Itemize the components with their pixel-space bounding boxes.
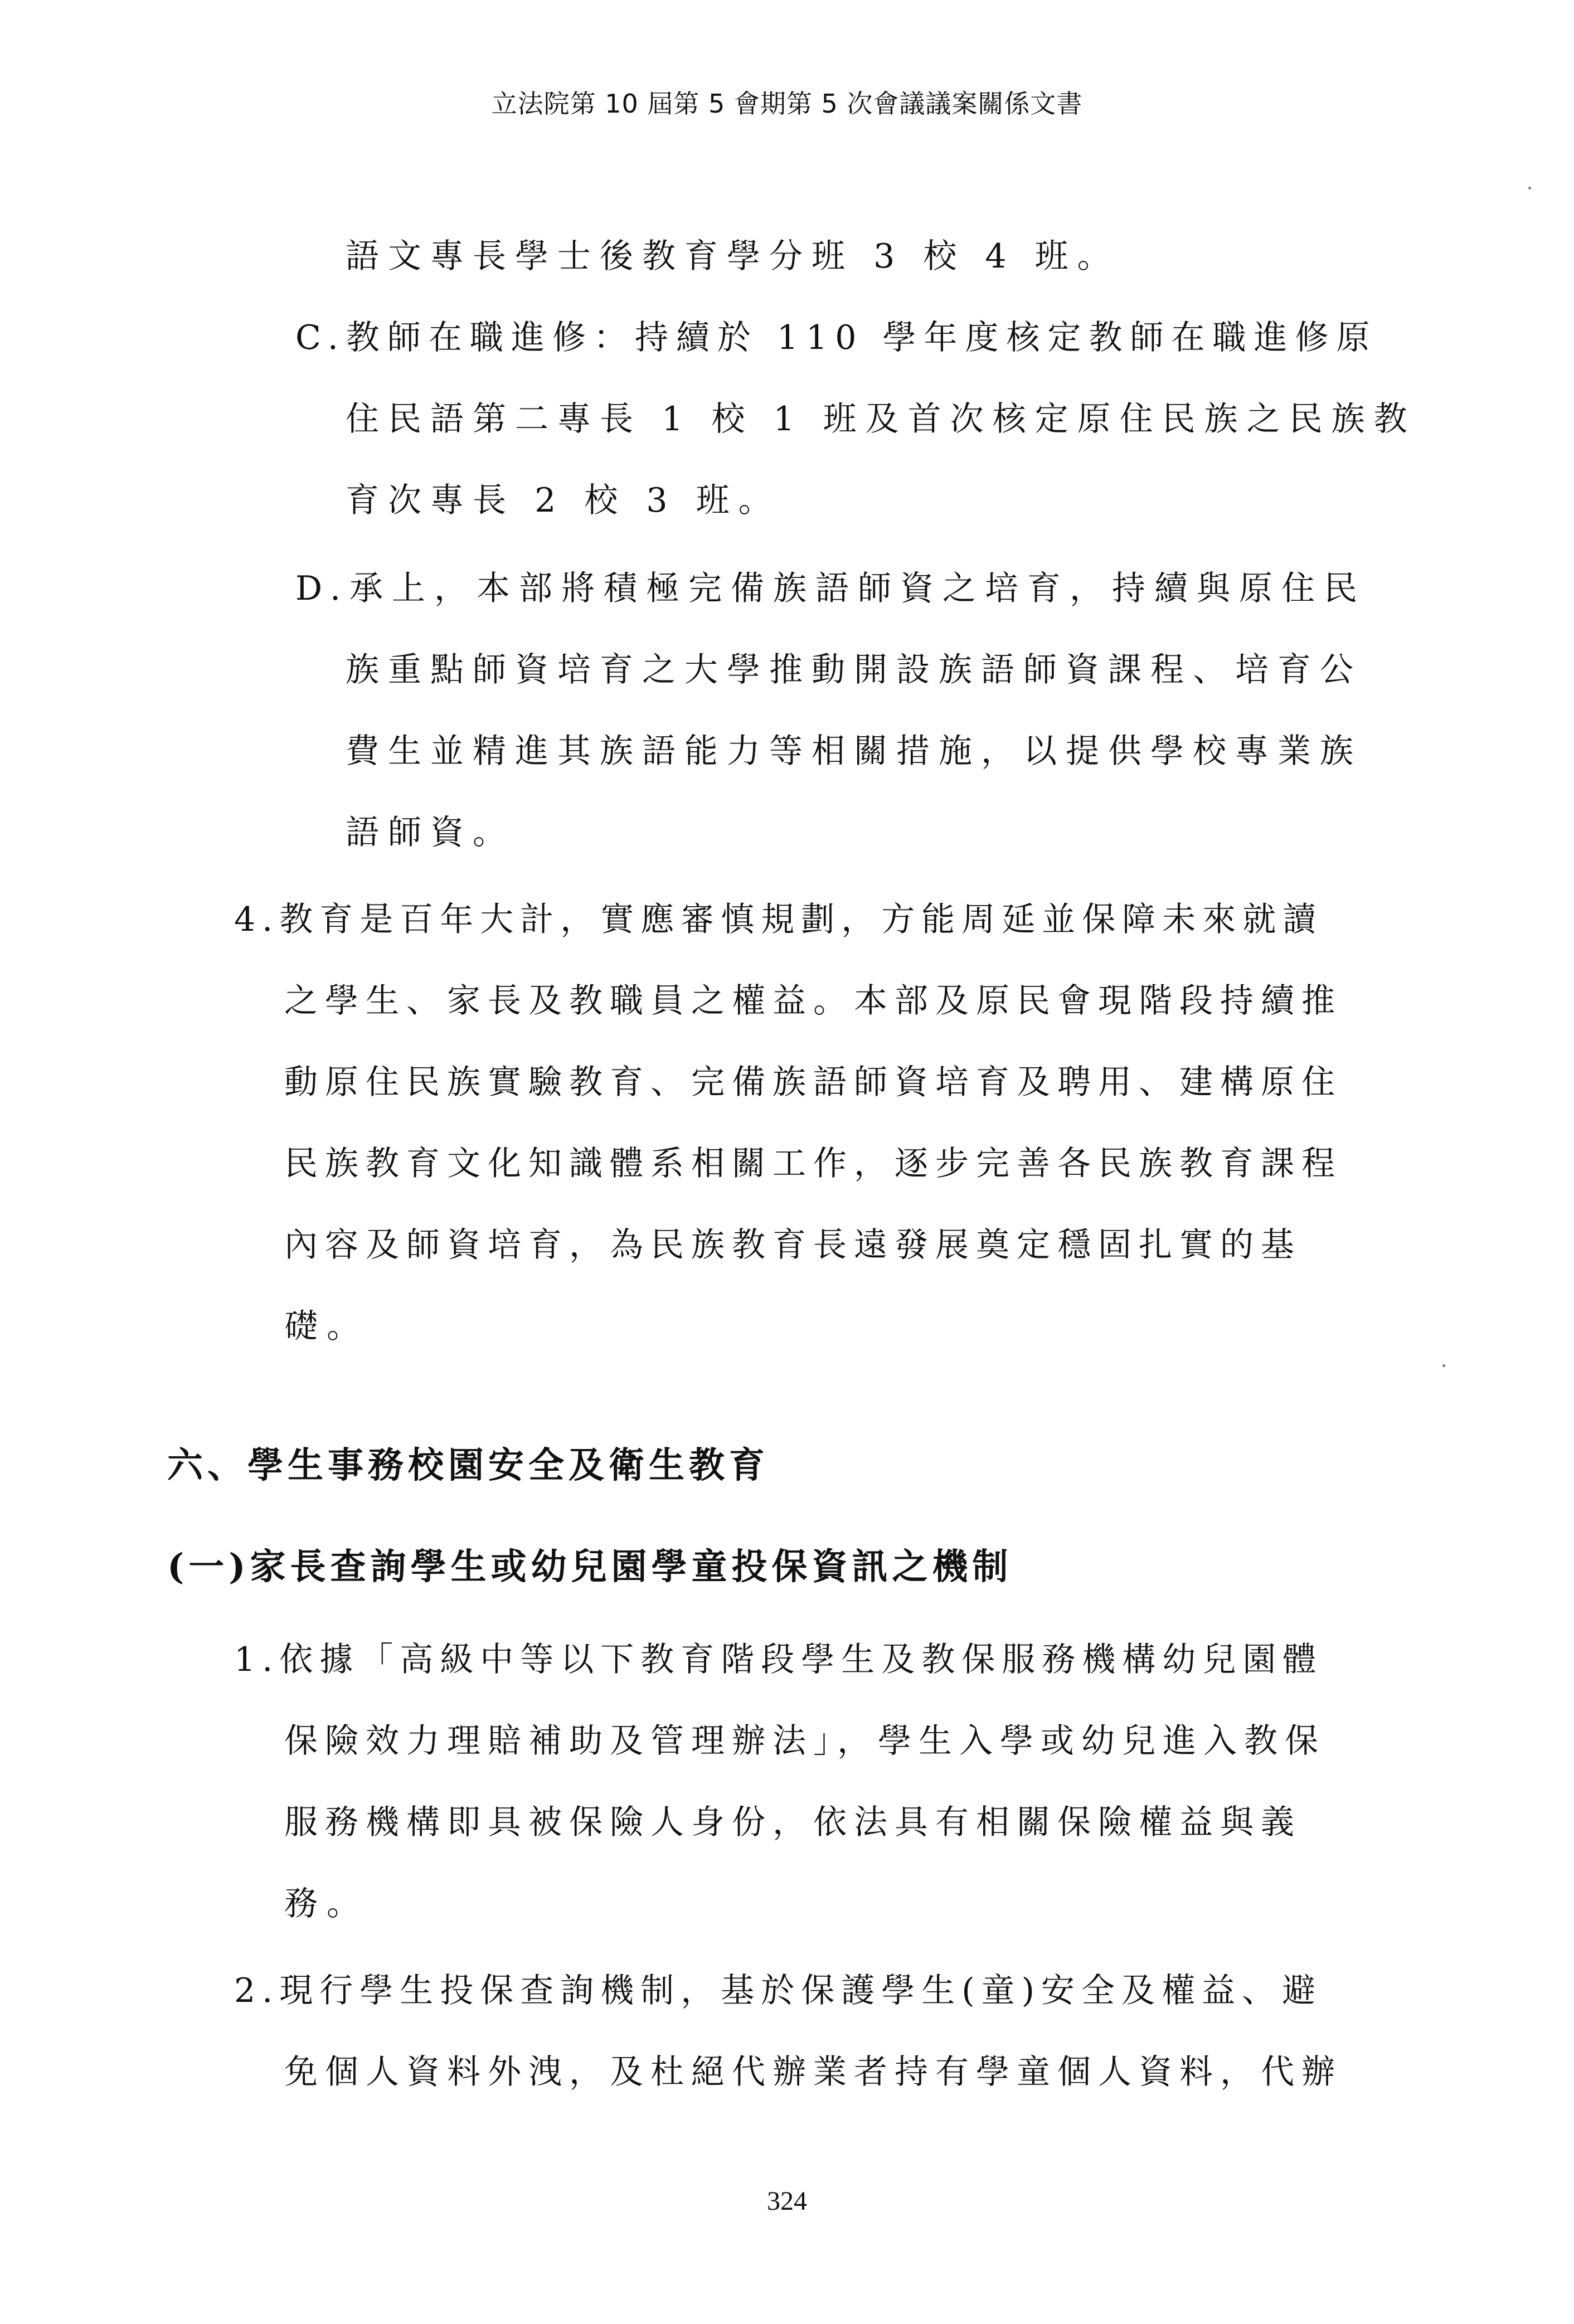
sub-item-2-line-2: 免個人資料外洩，及杜絕代辦業者持有學童個人資料，代辦: [284, 2053, 1342, 2092]
sub-item-1-line-1: 1.依據「高級中等以下教育階段學生及教保服務機構幼兒園體: [234, 1640, 1323, 1679]
section-heading: 六、學生事務校園安全及衛生教育: [167, 1445, 769, 1486]
page-number: 324: [767, 2186, 807, 2216]
scan-speck: [1442, 1364, 1445, 1367]
item-d-line-3: 費生並精進其族語能力等相關措施，以提供學校專業族: [346, 732, 1362, 771]
item-d-line-1: D.承上，本部將積極完備族語師資之培育，持續與原住民: [295, 569, 1367, 608]
continuation-line: 語文專長學士後教育學分班 3 校 4 班。: [346, 237, 1120, 276]
sub-item-2-line-1: 2.現行學生投保查詢機制，基於保護學生(童)安全及權益、避: [234, 1971, 1323, 2010]
item-c-line-2: 住民語第二專長 1 校 1 班及首次核定原住民族之民族教: [346, 400, 1416, 439]
item-4-line-6: 礎。: [284, 1307, 369, 1346]
item-4-line-3: 動原住民族實驗教育、完備族語師資培育及聘用、建構原住: [284, 1063, 1342, 1102]
item-4-line-1: 4.教育是百年大計，實應審慎規劃，方能周延並保障未來就讀: [234, 900, 1323, 939]
running-header: 立法院第 10 屆第 5 會期第 5 次會議議案關係文書: [491, 89, 1083, 119]
item-d-line-2: 族重點師資培育之大學推動開設族語師資課程、培育公: [346, 650, 1362, 689]
subsection-heading: (一)家長查詢學生或幼兒園學童投保資訊之機制: [167, 1546, 1013, 1588]
item-4-line-5: 內容及師資培育，為民族教育長遠發展奠定穩固扎實的基: [284, 1226, 1301, 1265]
sub-item-1-line-2: 保險效力理賠補助及管理辦法」，學生入學或幼兒進入教保: [284, 1722, 1325, 1761]
item-4-line-4: 民族教育文化知識體系相關工作，逐步完善各民族教育課程: [284, 1144, 1342, 1183]
item-c-line-1: C.教師在職進修：持續於 110 學年度核定教師在職進修原: [295, 318, 1378, 357]
sub-item-1-line-3: 服務機構即具被保險人身份，依法具有相關保險權益與義: [284, 1803, 1301, 1842]
scan-speck: [1528, 187, 1531, 189]
item-d-line-4: 語師資。: [346, 813, 515, 852]
sub-item-1-line-4: 務。: [284, 1884, 369, 1923]
item-c-line-3: 育次專長 2 校 3 班。: [346, 481, 781, 520]
item-4-line-2: 之學生、家長及教職員之權益。本部及原民會現階段持續推: [284, 981, 1342, 1020]
